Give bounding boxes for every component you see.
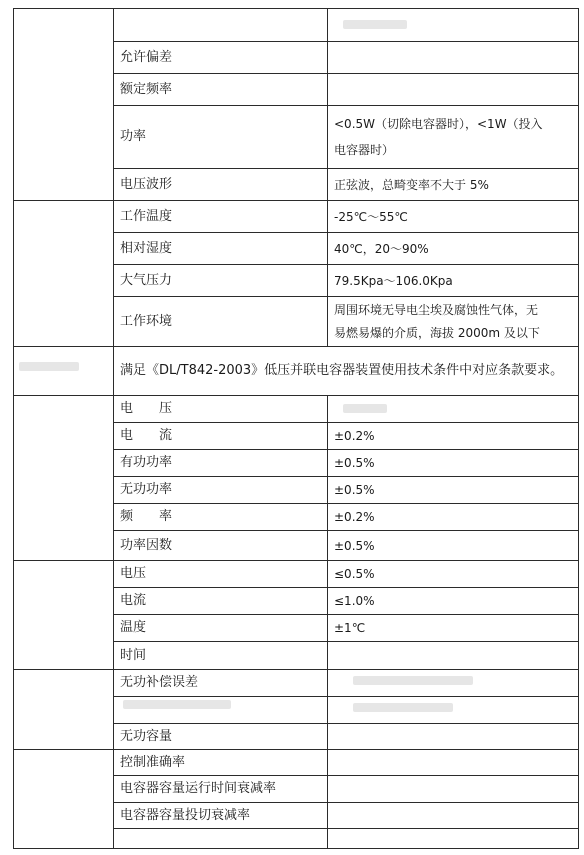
group-standard-header — [13, 346, 114, 396]
redaction-mark — [353, 703, 453, 712]
group-control-header — [13, 749, 114, 849]
redaction-mark — [343, 20, 407, 29]
meas-frequency-label: 频 率 — [113, 503, 328, 531]
meas-current-value: ±0.2% — [327, 422, 579, 450]
meas-frequency-value: ±0.2% — [327, 503, 579, 531]
meas-power-factor-value: ±0.5% — [327, 530, 579, 561]
capacity-runtime-decay-value — [327, 775, 579, 803]
voltage-waveform-value: 正弦波，总畸变率不大于 5% — [327, 168, 579, 201]
working-environment-label: 工作环境 — [113, 296, 328, 347]
redaction-mark — [353, 676, 473, 685]
sense-voltage-value: ≤0.5% — [327, 560, 579, 588]
relative-humidity-value: 40℃，20～90% — [327, 232, 579, 265]
power-row-label — [113, 8, 328, 42]
redaction-mark — [19, 362, 79, 371]
group-sensing-header — [13, 560, 114, 670]
meas-power-factor-label: 功率因数 — [113, 530, 328, 561]
capacity-switching-decay-label: 电容器容量投切衰减率 — [113, 802, 328, 829]
meas-reactive-power-value: ±0.5% — [327, 476, 579, 504]
meas-active-power-label: 有功功率 — [113, 449, 328, 477]
group-compensation-header — [13, 669, 114, 750]
allowed-deviation-value — [327, 41, 579, 74]
power-consumption-label: 功率 — [113, 105, 328, 169]
meas-active-power-value: ±0.5% — [327, 449, 579, 477]
relative-humidity-label: 相对湿度 — [113, 232, 328, 265]
sense-time-label: 时间 — [113, 641, 328, 670]
power-consumption-value: <0.5W（切除电容器时），<1W（投入 电容器时） — [327, 105, 579, 169]
atmospheric-pressure-value: 79.5Kpa～106.0Kpa — [327, 264, 579, 297]
sense-current-label: 电流 — [113, 587, 328, 615]
group-measurement-header — [13, 395, 114, 561]
capacity-runtime-decay-label: 电容器容量运行时间衰减率 — [113, 775, 328, 803]
reactive-capacity-value — [327, 723, 579, 750]
working-temperature-value: -25℃～55℃ — [327, 200, 579, 233]
rated-frequency-label: 额定频率 — [113, 73, 328, 106]
capacity-switching-decay-value — [327, 802, 579, 829]
control-blank-value — [327, 828, 579, 849]
spec-table — [13, 8, 579, 849]
sense-temperature-value: ±1℃ — [327, 614, 579, 642]
standard-compliance-note: 满足《DL/T842-2003》低压并联电容器装置使用技术条件中对应条款要求。 — [113, 346, 579, 396]
control-blank-label — [113, 828, 328, 849]
working-environment-value: 周围环境无导电尘埃及腐蚀性气体，无 易燃易爆的介质，海拔 2000m 及以下 — [327, 296, 579, 347]
atmospheric-pressure-label: 大气压力 — [113, 264, 328, 297]
control-accuracy-value — [327, 749, 579, 776]
control-accuracy-label: 控制准确率 — [113, 749, 328, 776]
sense-temperature-label: 温度 — [113, 614, 328, 642]
meas-current-label: 电 流 — [113, 422, 328, 450]
sense-voltage-label: 电压 — [113, 560, 328, 588]
sense-time-value — [327, 641, 579, 670]
meas-voltage-label: 电 压 — [113, 395, 328, 423]
redaction-mark — [123, 700, 231, 709]
group-environment-header — [13, 200, 114, 347]
allowed-deviation-label: 允许偏差 — [113, 41, 328, 74]
meas-reactive-power-label: 无功功率 — [113, 476, 328, 504]
voltage-waveform-label: 电压波形 — [113, 168, 328, 201]
working-temperature-label: 工作温度 — [113, 200, 328, 233]
group-power-header — [13, 8, 114, 201]
sense-current-value: ≤1.0% — [327, 587, 579, 615]
rated-frequency-value — [327, 73, 579, 106]
redaction-mark — [343, 404, 387, 413]
reactive-capacity-label: 无功容量 — [113, 723, 328, 750]
reactive-compensation-error-label: 无功补偿误差 — [113, 669, 328, 697]
